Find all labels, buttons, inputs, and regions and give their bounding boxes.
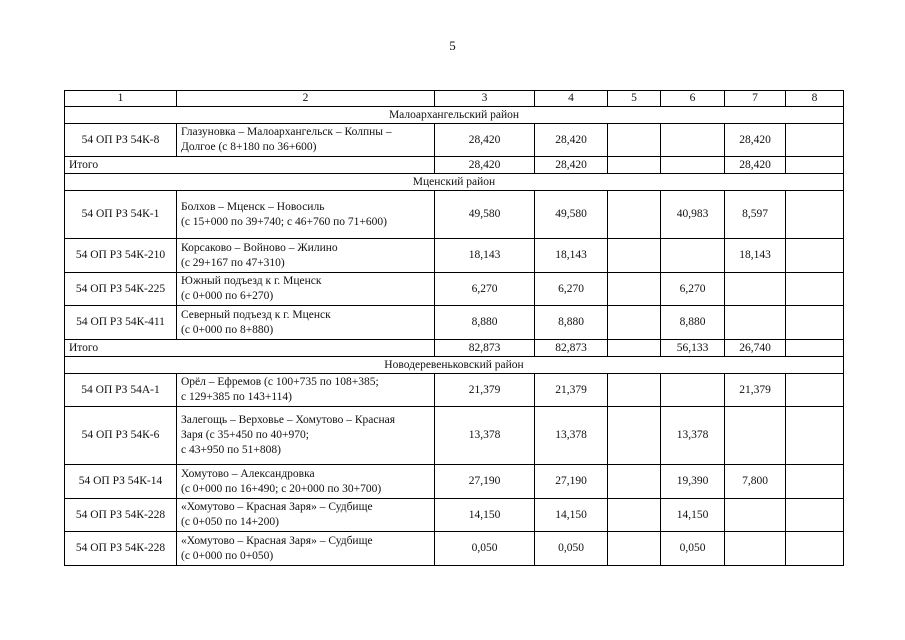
total-label: Итого	[65, 157, 435, 174]
value-col-4: 0,050	[535, 532, 608, 566]
road-name	[177, 273, 435, 306]
value-col-6: 6,270	[661, 273, 725, 306]
road-code: 54 ОП РЗ 54К-228	[65, 499, 177, 532]
value-col-6: 0,050	[661, 532, 725, 566]
total-label: Итого	[65, 340, 435, 357]
table-row	[65, 532, 844, 566]
road-code: 54 ОП РЗ 54К-411	[65, 306, 177, 340]
value-col-5	[608, 191, 661, 239]
road-name	[177, 374, 435, 407]
district-name: Новодеревеньковский район	[65, 357, 844, 374]
road-code: 54 ОП РЗ 54К-8	[65, 124, 177, 157]
value-col-5	[608, 273, 661, 306]
table-row	[65, 306, 844, 340]
total-row	[65, 340, 844, 357]
header-cell-8: 8	[786, 91, 844, 107]
value-col-8	[786, 465, 844, 499]
table-row	[65, 407, 844, 465]
value-col-8	[786, 273, 844, 306]
table-row	[65, 465, 844, 499]
value-col-4: 6,270	[535, 273, 608, 306]
total-value-col-3: 82,873	[435, 340, 535, 357]
table-row	[65, 499, 844, 532]
road-name-line: (с 0+000 по 8+880)	[181, 323, 274, 336]
value-col-6	[661, 124, 725, 157]
district-name: Мценский район	[65, 174, 844, 191]
page-number: 5	[449, 38, 456, 53]
district-row	[65, 174, 844, 191]
road-name-line: с 43+950 по 51+808)	[181, 444, 281, 456]
road-name	[177, 532, 435, 566]
total-value-col-8	[786, 157, 844, 174]
header-cell-3: 3	[435, 91, 535, 107]
table-row	[65, 239, 844, 273]
header-cell-4: 4	[535, 91, 608, 107]
road-name-line: (с 0+000 по 6+270)	[181, 290, 274, 302]
value-col-7: 8,597	[725, 191, 786, 239]
table-row	[65, 374, 844, 407]
table-row	[65, 273, 844, 306]
road-name	[177, 191, 435, 239]
value-col-6: 14,150	[661, 499, 725, 532]
value-col-5	[608, 374, 661, 407]
road-code: 54 ОП РЗ 54К-225	[65, 273, 177, 306]
value-col-7	[725, 306, 786, 340]
road-name-line: Долгое (с 8+180 по 36+600)	[181, 141, 317, 153]
value-col-3: 13,378	[435, 407, 535, 465]
road-name-line: (с 0+000 по 0+050)	[181, 549, 274, 562]
value-col-6	[661, 374, 725, 407]
value-col-4: 14,150	[535, 499, 608, 532]
road-code: 54 ОП РЗ 54К-228	[65, 532, 177, 566]
road-name	[177, 465, 435, 499]
value-col-8	[786, 191, 844, 239]
table-row	[65, 191, 844, 239]
road-name	[177, 499, 435, 532]
road-name	[177, 306, 435, 340]
district-name: Малоархангельский район	[65, 107, 844, 124]
value-col-5	[608, 499, 661, 532]
total-value-col-4: 82,873	[535, 340, 608, 357]
road-name-line: (с 15+000 по 39+740; с 46+760 по 71+600)	[181, 215, 387, 228]
road-name-line: (с 0+050 по 14+200)	[181, 516, 280, 528]
road-code: 54 ОП РЗ 54К-210	[65, 239, 177, 273]
header-row	[65, 91, 844, 107]
total-value-col-4: 28,420	[535, 157, 608, 174]
road-code: 54 ОП РЗ 54К-6	[65, 407, 177, 465]
value-col-5	[608, 532, 661, 566]
value-col-3: 28,420	[435, 124, 535, 157]
header-cell-5: 5	[608, 91, 661, 107]
value-col-3: 6,270	[435, 273, 535, 306]
district-row	[65, 357, 844, 374]
value-col-3: 8,880	[435, 306, 535, 340]
total-value-col-7: 26,740	[725, 340, 786, 357]
value-col-4: 18,143	[535, 239, 608, 273]
road-name-line: Орёл – Ефремов (с 100+735 по 108+385;	[181, 376, 379, 388]
value-col-7	[725, 499, 786, 532]
total-value-col-7: 28,420	[725, 157, 786, 174]
total-value-col-3: 28,420	[435, 157, 535, 174]
road-name-line: Глазуновка – Малоархангельск – Колпны –	[181, 126, 392, 138]
value-col-7	[725, 532, 786, 566]
value-col-3: 0,050	[435, 532, 535, 566]
table-row	[65, 124, 844, 157]
road-name-line: Болхов – Мценск – Новосиль	[181, 200, 325, 213]
value-col-4: 8,880	[535, 306, 608, 340]
value-col-6: 40,983	[661, 191, 725, 239]
road-name	[177, 407, 435, 465]
value-col-3: 27,190	[435, 465, 535, 499]
road-name-line: Заря (с 35+450 по 40+970;	[181, 429, 309, 441]
road-name-line: Южный подъезд к г. Мценск	[181, 275, 322, 287]
value-col-3: 18,143	[435, 239, 535, 273]
road-name-line: «Хомутово – Красная Заря» – Судбище	[181, 534, 373, 547]
value-col-5	[608, 407, 661, 465]
road-name-line: с 129+385 по 143+114)	[181, 391, 293, 403]
value-col-3: 21,379	[435, 374, 535, 407]
value-col-7: 21,379	[725, 374, 786, 407]
road-code: 54 ОП РЗ 54К-1	[65, 191, 177, 239]
value-col-6: 8,880	[661, 306, 725, 340]
road-code: 54 ОП РЗ 54К-14	[65, 465, 177, 499]
road-name-line: Хомутово – Александровка	[181, 467, 315, 480]
value-col-4: 49,580	[535, 191, 608, 239]
value-col-8	[786, 407, 844, 465]
value-col-8	[786, 532, 844, 566]
header-cell-6: 6	[661, 91, 725, 107]
total-row	[65, 157, 844, 174]
value-col-8	[786, 374, 844, 407]
value-col-3: 49,580	[435, 191, 535, 239]
value-col-3: 14,150	[435, 499, 535, 532]
road-name-line: (с 29+167 по 47+310)	[181, 256, 285, 269]
road-name	[177, 239, 435, 273]
value-col-5	[608, 239, 661, 273]
road-name-line: Северный подъезд к г. Мценск	[181, 308, 331, 321]
value-col-6: 19,390	[661, 465, 725, 499]
value-col-7: 28,420	[725, 124, 786, 157]
value-col-8	[786, 499, 844, 532]
value-col-5	[608, 306, 661, 340]
roads-table	[64, 90, 844, 566]
value-col-5	[608, 124, 661, 157]
value-col-6	[661, 239, 725, 273]
value-col-7	[725, 273, 786, 306]
header-cell-2: 2	[177, 91, 435, 107]
total-value-col-5	[608, 340, 661, 357]
value-col-4: 27,190	[535, 465, 608, 499]
total-value-col-5	[608, 157, 661, 174]
road-name-line: (с 0+000 по 16+490; с 20+000 по 30+700)	[181, 482, 382, 495]
road-name-line: Залегощь – Верховье – Хомутово – Красная	[181, 414, 395, 426]
road-code: 54 ОП РЗ 54А-1	[65, 374, 177, 407]
value-col-4: 13,378	[535, 407, 608, 465]
value-col-4: 21,379	[535, 374, 608, 407]
total-value-col-6	[661, 157, 725, 174]
total-value-col-8	[786, 340, 844, 357]
value-col-6: 13,378	[661, 407, 725, 465]
road-name-line: Корсаково – Войново – Жилино	[181, 241, 338, 254]
header-cell-7: 7	[725, 91, 786, 107]
value-col-4: 28,420	[535, 124, 608, 157]
value-col-7: 18,143	[725, 239, 786, 273]
total-value-col-6: 56,133	[661, 340, 725, 357]
header-cell-1: 1	[65, 91, 177, 107]
value-col-8	[786, 239, 844, 273]
table-body	[65, 91, 844, 566]
value-col-8	[786, 124, 844, 157]
value-col-5	[608, 465, 661, 499]
road-name	[177, 124, 435, 157]
district-row	[65, 107, 844, 124]
value-col-8	[786, 306, 844, 340]
value-col-7	[725, 407, 786, 465]
value-col-7: 7,800	[725, 465, 786, 499]
road-name-line: «Хомутово – Красная Заря» – Судбище	[181, 501, 373, 513]
